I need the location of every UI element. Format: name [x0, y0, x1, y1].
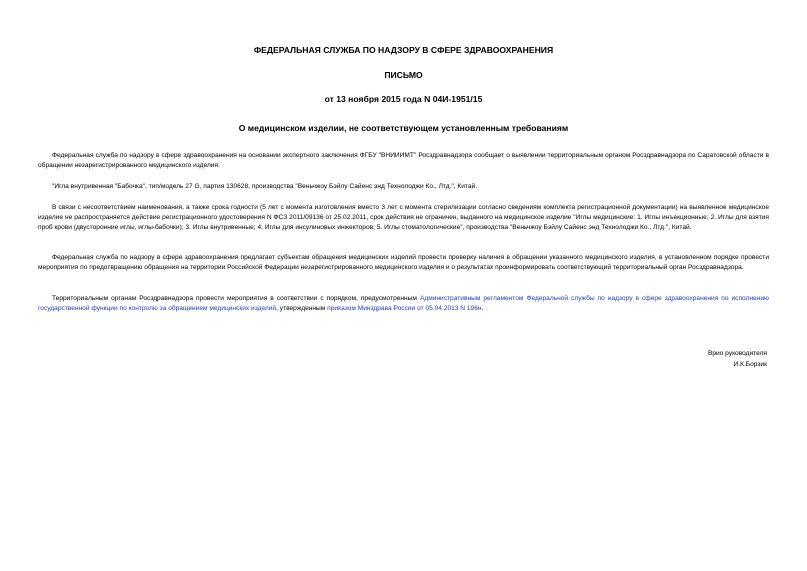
document-date-number: от 13 ноября 2015 года N 04И-1951/15 — [324, 94, 483, 104]
paragraph-instructions — [38, 294, 769, 314]
organization-title: ФЕДЕРАЛЬНАЯ СЛУЖБА ПО НАДЗОРУ В СФЕРЕ ЗДРАВООХРАНЕНИЯ — [253, 45, 554, 55]
admin-regulation-link[interactable]: Административным регламентом Федеральной службы по надзору в сфере здравоохранения по исполнению государственной функции по контролю за обращением медицинских изделий — [38, 295, 769, 312]
paragraph-instructions-text-1: Территориальным органам Росздравнадзора провести мероприятия в соответствии с порядком, предусмотренным — [52, 295, 420, 302]
document-type: ПИСЬМО — [384, 70, 423, 80]
paragraph-intro: Федеральная служба по надзору в сфере здравоохранения на основании экспертного заключения ФГБУ "ВНИИИМТ" Росздравнадзора сообщает о выявлении территориальным органом Росздравнадзора по Саратовской области в обращении незарегистрированного медицинского изделия: — [38, 152, 769, 169]
signatory-position: Врио руководителя — [707, 350, 767, 357]
ministry-order-link[interactable]: приказом Минздрава России от 05.04.2013 N 196н — [327, 305, 482, 312]
paragraph-nonconformity: В связи с несоответствием наименования, а также срока годности (5 лет с момента изготовления вместо 3 лет с момента стерилизации согласно сведениям комплекта регистрационной документации) на выявленное медицинское изделие не распространяется действие регистрационного удостоверения N ФСЗ 2011/09136 от 25.02.2011, срок действия не ограничен, выданного на медицинское изделие "Иглы медицинские: 1. Иглы инъекционные; 2. Иглы для взятия проб крови (двусторонние иглы, иглы-бабочки); 3. Иглы внутривенные; 4. Иглы для инсулиновых инжекторов; 5. Иглы стоматологические", производства "Веньчжоу Бэйлу Сайенс энд Технолоджи Ко., Лтд.", Китай. — [38, 204, 769, 231]
paragraph-device: "Игла внутривенная "Бабочка", тип/модель 27 G, партия 130628, производства "Веньчжоу Бэйлу Сайенс энд Технолоджи Ко., Лтд.", Китай. — [52, 183, 478, 190]
paragraph-instructions-text-2: , утвержденным — [276, 305, 328, 312]
signatory-name: И.К.Борзик — [733, 361, 767, 368]
document-subject: О медицинском изделии, не соответствующем установленным требованиям — [238, 123, 569, 133]
paragraph-instructions-text-3: . — [481, 305, 484, 312]
paragraph-proposal: Федеральная служба по надзору в сфере здравоохранения предлагает субъектам обращения медицинских изделий провести проверку наличия в обращении указанного медицинского изделия, в установленном порядке провести мероприятия по предотвращению обращения на территории Российской Федерации незарегистрированного медицинского изделия и о результатах проинформировать соответствующий территориальный орган Росздравнадзора. — [38, 254, 769, 271]
